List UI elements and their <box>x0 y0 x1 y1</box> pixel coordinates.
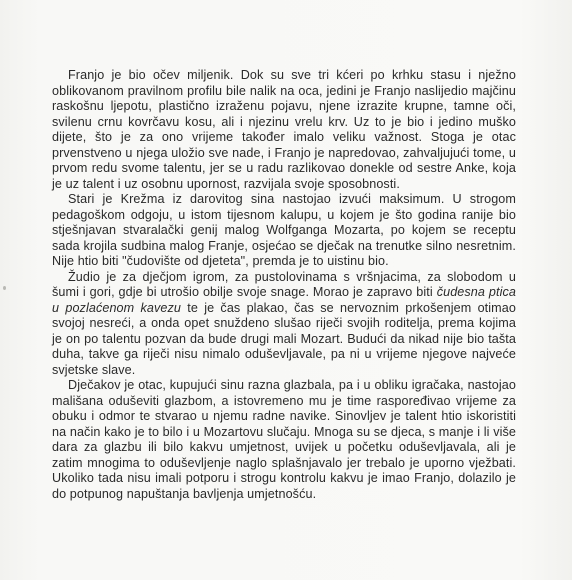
paragraph <box>52 270 516 379</box>
paragraph-text: te je čas plakao, čas se nervoznim prkošenjem otimao svojoj nesreći, a onda opet snuždeno slušao riječi svojih roditelja, prema kojima je on po talentu pozvan da bude drugi mali Mozart. Budući da nikad nije bio tašta duha, takve ga riječi nisu nimalo oduševljavale, pa ni u vrijeme njegove najveće svjetske slave. <box>52 300 516 377</box>
paragraph: Franjo je bio očev miljenik. Dok su sve tri kćeri po krhku stasu i nježno oblikovanom pravilnom profilu bile nalik na oca, jedini je Franjo naslijedio majčinu raskošnu ljepotu, plastično izraženu pojavu, njene izrazite krupne, tamne oči, svilenu crnu kovrčavu kosu, ali i njezinu vrelu krv. Uz to je bio i jedino muško dijete, što je za ono vrijeme također imalo veliku važnost. Stoga je otac prvenstveno u njega uložio sve nade, i Franjo je napredovao, zahvaljujući tome, u prvom redu svome talentu, jer se u radu razlikovao donekle od sestre Anke, koja je uz talent i uz osobnu upornost, razvijala svoje sposobnosti. <box>52 68 516 191</box>
body-text <box>52 68 516 502</box>
scan-speck <box>3 286 6 290</box>
paragraph: Stari je Krežma iz darovitog sina nastojao izvući maksimum. U strogom pedagoškom odgoju, u istom tijesnom kalupu, u kojem je što godina ranije bio stješnjavan stvaralački genij malog Wolfganga Mozarta, po kojem se receptu sada krojila sudbina malog Franje, osjećao se dječak na trenutke silno nesretnim. Nije htio biti "čudovište od djeteta", premda je to uistinu bio. <box>52 192 516 268</box>
paragraph-text: Žudio je za dječjom igrom, za pustolovinama s vršnjacima, za slobodom u šumi i gori, gdje bi utrošio obilje svoje snage. Morao je zapravo biti <box>52 269 516 299</box>
paragraph: Dječakov je otac, kupujući sinu razna glazbala, pa i u obliku igračaka, nastojao mališana oduševiti glazbom, a istovremeno mu je time raspoređivao vrijeme za obuku i odmor te stvarao u njemu radne navike. Sinovljev je talent htio iskoristiti na način kako je to bilo i u Mozartovu slučaju. Mnoga su se djeca, s manje i li više dara za glazbu ili bilo kakvu umjetnost, uvijek u početku oduševljavala, ali je zatim mnogima to oduševljenje naglo splašnjavalo jer trebalo je uporno vježbati. Ukoliko tada nisu imali potporu i strogu kontrolu kakvu je imao Franjo, dolazilo je do potpunog napuštanja bavljenja umjetnošću. <box>52 378 516 501</box>
italic-phrase: čudesna ptica u pozlaćenom kavezu <box>52 285 517 315</box>
